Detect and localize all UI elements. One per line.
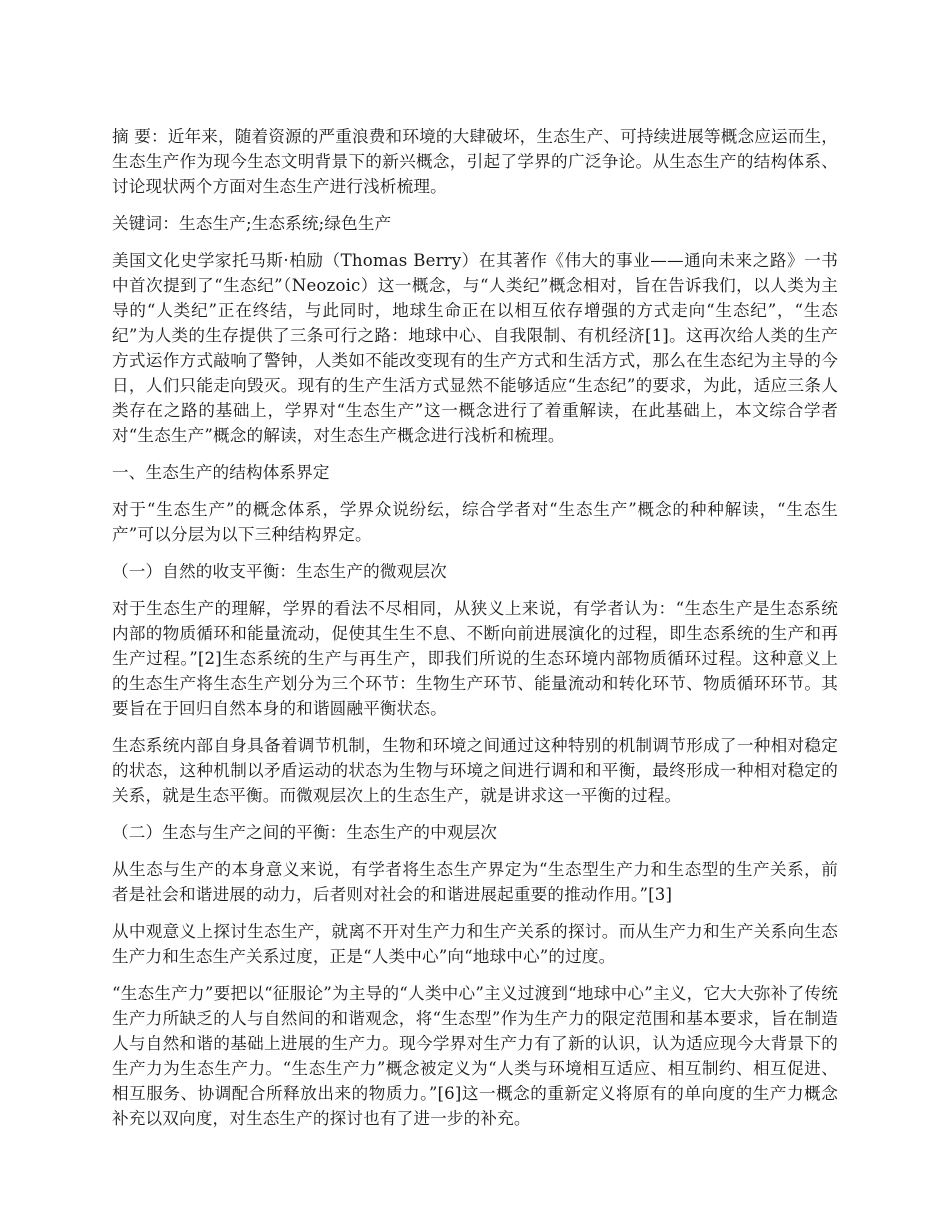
subsection-2-paragraph-2: 从中观意义上探讨生态生产，就离不开对生产力和生产关系的探讨。而从生产力和生产关系向生态生产力和生态生产关系过度，正是“人类中心”向“地球中心”的过度。 bbox=[112, 922, 838, 966]
abstract-paragraph: 摘 要：近年来，随着资源的严重浪费和环境的大肆破坏，生态生产、可持续进展等概念应运而生，生态生产作为现今生态文明背景下的新兴概念，引起了学界的广泛争论。从生态生产的结构体系、讨论现状两个方面对生态生产进行浅析梳理。 bbox=[112, 127, 838, 196]
keywords-line: 关键词：生态生产;生态系统;绿色生产 bbox=[112, 214, 392, 233]
subsection-1-paragraph-1: 对于生态生产的理解，学界的看法不尽相同，从狭义上来说，有学者认为：“生态生产是生态系统内部的物质循环和能量流动，促使其生生不息、不断向前进展演化的过程，即生态系统的生产和再生产过程。”[2]生态系统的生产与再生产，即我们所说的生态环境内部物质循环过程。这种意义上的生态生产将生态生产划分为三个环节：生物生产环节、能量流动和转化环节、物质循环环节。其要旨在于回归自然本身的和谐圆融平衡状态。 bbox=[112, 599, 838, 718]
intro-paragraph: 美国文化史学家托马斯·柏励（Thomas Berry）在其著作《伟大的事业——通向未来之路》一书中首次提到了“生态纪”（Neozoic）这一概念，与“人类纪”概念相对，旨在告诉我们，以人类为主导的“人类纪”正在终结，与此同时，地球生命正在以相互依存增强的方式走向“生态纪”，“生态纪”为人类的生存提供了三条可行之路：地球中心、自我限制、有机经济[1]。这再次给人类的生产方式运作方式敲响了警钟，人类如不能改变现有的生产方式和生活方式，那么在生态纪为主导的今日，人们只能走向毁灭。现有的生产生活方式显然不能够适应“生态纪”的要求，为此，适应三条人类存在之路的基础上，学界对“生态生产”这一概念进行了着重解读，在此基础上，本文综合学者对“生态生产”概念的解读，对生态生产概念进行浅析和梳理。 bbox=[112, 251, 838, 445]
section-heading-1: 一、生态生产的结构体系界定 bbox=[112, 463, 330, 482]
subsection-heading-1: （一）自然的收支平衡：生态生产的微观层次 bbox=[112, 562, 447, 581]
subsection-heading-2: （二）生态与生产之间的平衡：生态生产的中观层次 bbox=[112, 823, 498, 842]
section-1-paragraph: 对于“生态生产”的概念体系，学界众说纷纭，综合学者对“生态生产”概念的种种解读，“生态生产”可以分层为以下三种结构界定。 bbox=[112, 500, 838, 544]
subsection-2-paragraph-3: “生态生产力”要把以“征服论”为主导的“人类中心”主义过渡到“地球中心”主义，它大大弥补了传统生产力所缺乏的人与自然间的和谐观念，将“生态型”作为生产力的限定范围和基本要求，旨在制造人与自然和谐的基础上进展的生产力。现今学界对生产力有了新的认识，认为适应现今大背景下的生产力为生态生产力。“生态生产力”概念被定义为“人类与环境相互适应、相互制约、相互促进、相互服务、协调配合所释放出来的物质力。”[6]这一概念的重新定义将原有的单向度的生产力概念补充以双向度，对生态生产的探讨也有了进一步的补充。 bbox=[112, 984, 838, 1128]
subsection-2-paragraph-1: 从生态与生产的本身意义来说，有学者将生态生产界定为“生态型生产力和生态型的生产关系，前者是社会和谐进展的动力，后者则对社会的和谐进展起重要的推动作用。”[3] bbox=[112, 860, 838, 904]
subsection-1-paragraph-2: 生态系统内部自身具备着调节机制，生物和环境之间通过这种特别的机制调节形成了一种相对稳定的状态，这种机制以矛盾运动的状态为生物与环境之间进行调和和平衡，最终形成一种相对稳定的关系，就是生态平衡。而微观层次上的生态生产，就是讲求这一平衡的过程。 bbox=[112, 736, 838, 805]
